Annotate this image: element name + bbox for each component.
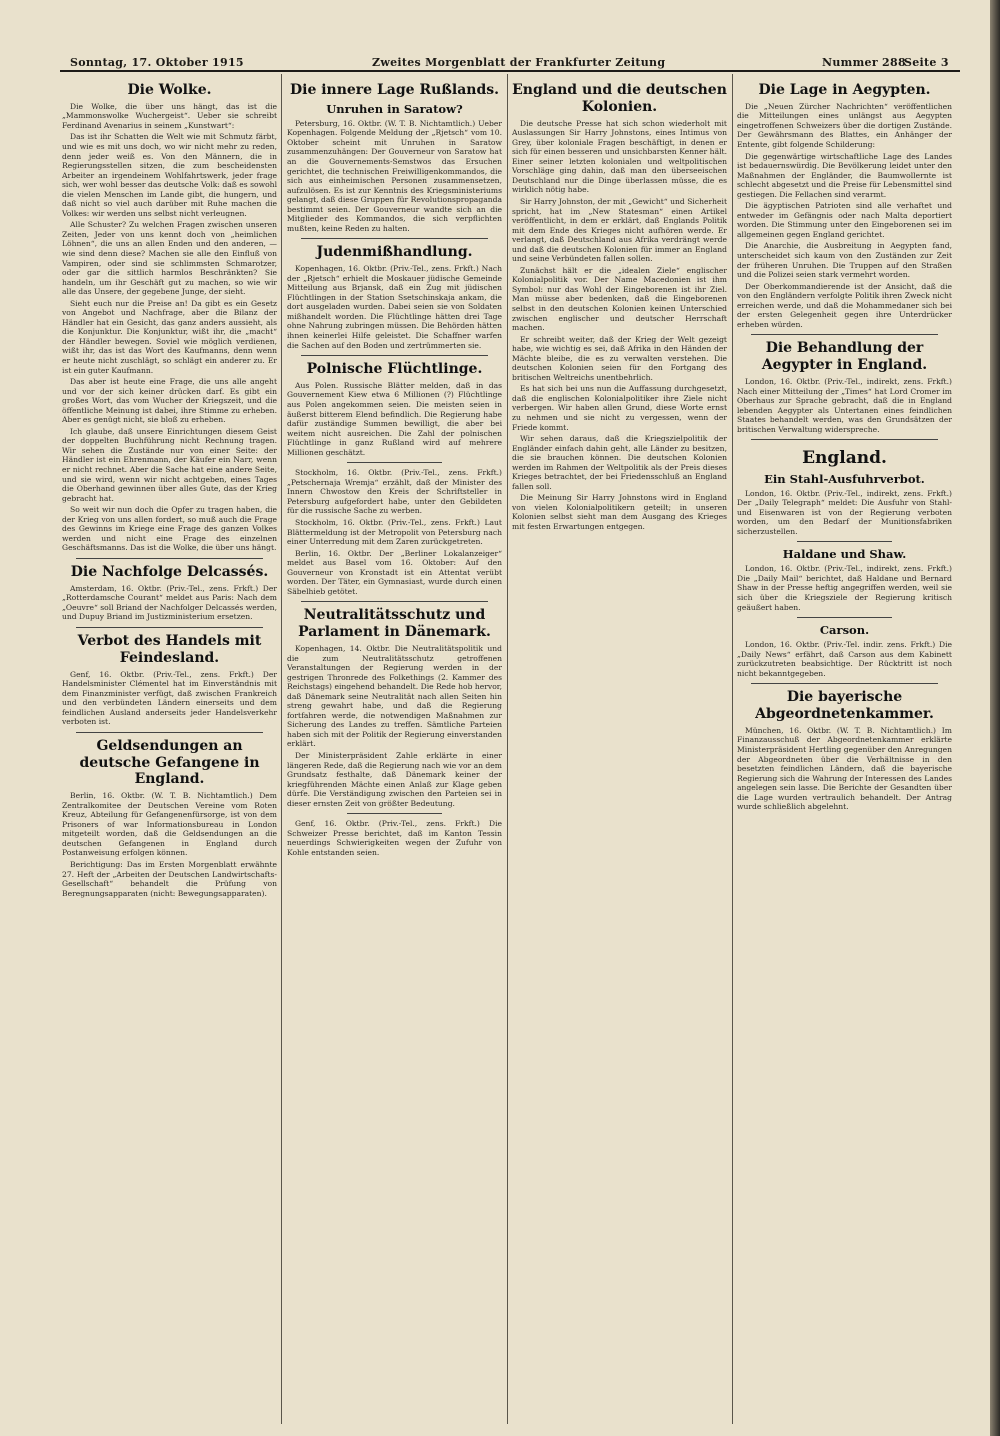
article-paragraph: Die gegenwärtige wirtschaftliche Lage des Landes ist bedauernswürdig. Die Bevölkerung leidet unter den Maßnahmen der Engländer, die Baumwollernte ist schlecht abgesetzt und die Preise für Lebensmittel sind gestiegen. Die Fellachen sind verarmt.: [737, 151, 952, 199]
article-paragraph: Die deutsche Presse hat sich schon wiederholt mit Auslassungen Sir Harry Johnstons, eines Intimus von Grey, über koloniale Fragen beschäftigt, in denen er sich für einen besseren und unsichbarsten Kenner hält. Einer seiner letzten kolonialen und weltpolitischen Vorschläge ging dahin, daß man den überseeischen Deutschland nur die Dinge überlassen müsse, die es wirklich nötig habe.: [512, 118, 727, 195]
column-divider: [507, 74, 508, 1424]
article-paragraph: Es hat sich bei uns nun die Auffassung durchgesetzt, daß die englischen Kolonialpolitiker ihre Ziele nicht verbergen. Wir haben allen Grund, diese Worte ernst zu nehmen und sie nicht zu vergessen, wenn der Friede kommt.: [512, 384, 727, 432]
article-paragraph: Berichtigung: Das im Ersten Morgenblatt erwähnte 27. Heft der „Arbeiten der Deutschen Landwirtschafts-Gesellschaft“ behandelt die Prüfung von Beregnungsapparaten (nicht: Bewegungsapparaten).: [62, 860, 277, 898]
article: [737, 82, 952, 329]
article-separator: [347, 462, 442, 463]
article-headline: Neutralitätsschutz und Parlament in Dänemark.: [298, 607, 491, 641]
article-separator: [751, 334, 938, 335]
article-paragraph: Aus Polen. Russische Blätter melden, daß in das Gouvernement Kiew etwa 6 Millionen (?) Flüchtlinge aus Polen angekommen seien. Die meisten seien in äußerst bitterem Elend befindlich. Die Regierung habe dafür zuständige Summen bewilligt, die aber bei weitem nicht ausreichen. Die Zahl der polnischen Flüchtlinge in ganz Rußland wird auf mehrere Millionen geschätzt.: [287, 380, 502, 457]
article: [62, 564, 277, 622]
column-divider: [281, 74, 282, 1424]
article-headline: Verbot des Handels mit Feindesland.: [77, 632, 262, 666]
article-subheadline: Haldane und Shaw.: [782, 547, 907, 562]
article-separator: [797, 541, 892, 542]
article: [737, 689, 952, 812]
column-4: [737, 78, 952, 1416]
article-paragraph: London, 16. Oktbr. (Priv.-Tel., indirekt, zens. Frkft.) Die „Daily Mail“ berichtet, daß Haldane und Bernard Shaw in der Presse heftig angegriffen werden, weil sie sich über die Kriegsziele der Regierung kritisch geäußert haben.: [737, 564, 952, 612]
article-headline: Die bayerische Abgeordnetenkammer.: [755, 689, 934, 723]
article-paragraph: Der Ministerpräsident Zahle erklärte in einer längeren Rede, daß die Regierung nach wie vor an dem Grundsatz festhalte, daß Dänemark keiner der kriegführenden Mächte einen Anlaß zur Klage geben dürfe. Die Verständigung zwischen den Parteien sei in dieser ernsten Zeit von größter Bedeutung.: [287, 750, 502, 808]
article-separator: [301, 601, 488, 602]
page-binding-shadow: [990, 0, 1000, 1436]
issue-date: Sonntag, 17. Oktober 1915: [70, 56, 244, 69]
article-paragraph: Das aber ist heute eine Frage, die uns alle angeht und vor der sich keiner drücken darf. Es gibt ein großes Wort, das vom Wucher der Kriegszeit, und die öffentliche Meinung ist dabei, ihre Stimme zu erheben. Aber es genügt nicht, sie bloß zu erheben.: [62, 377, 277, 425]
article-paragraph: London, 16. Oktbr. (Priv.-Tel. indir. zens. Frkft.) Die „Daily News“ erfährt, daß Carson aus dem Kabinett zurückzutreten beabsichtige. Der Rücktritt ist noch nicht bekanntgegeben.: [737, 640, 952, 678]
article-paragraph: Stockholm, 16. Oktbr. (Priv.-Tel., zens. Frkft.) Laut Blättermeldung ist der Metropolit von Petersburg nach einer Unterredung mit dem Zaren zurückgetreten.: [287, 517, 502, 547]
article-subheadline: Carson.: [819, 623, 870, 638]
article: [287, 607, 502, 808]
article-separator: [301, 238, 488, 239]
article-paragraph: Die Anarchie, die Ausbreitung in Aegypten fand, unterscheidet sich kaum von den Zuständen zur Zeit der früheren Unruhen. Die Truppen auf den Straßen und die Polizei seien stark vermehrt worden.: [737, 241, 952, 280]
article-paragraph: London, 16. Oktbr. (Priv.-Tel., indirekt, zens. Frkft.) Nach einer Mitteilung der „Times“ hat Lord Cromer im Oberhaus zur Sprache gebracht, daß die in England lebenden Aegypter als Untertanen eines feindlichen Staates behandelt werden, was den Grundsätzen der britischen Verwaltung widerspreche.: [737, 376, 952, 434]
column-2: [287, 78, 502, 1416]
article-paragraph: Genf, 16. Oktbr. (Priv.-Tel., zens. Frkft.) Der Handelsminister Clémentel hat im Einverständnis mit dem Finanzminister verfügt, daß zwischen Frankreich und den verbündeten Ländern einerseits und dem feindlichen Ausland anderseits jeder Handelsverkehr verboten ist.: [62, 669, 277, 727]
article-headline: Die Nachfolge Delcassés.: [70, 563, 269, 580]
article-paragraph: Sieht euch nur die Preise an! Da gibt es ein Gesetz von Angebot und Nachfrage, aber die Bilanz der Händler hat ein Gesicht, das ganz anders aussieht, als die Konjunktur. Die Konjunktur, wißt ihr, die „macht“ der Händler bewegen. Soviel wie möglich verdienen, wißt ihr, das ist das Wort des Kaufmanns, denn wenn er heute nicht zuschlägt, so schlägt ein anderer zu. Er ist ein guter Kaufmann.: [62, 298, 277, 375]
masthead: Zweites Morgenblatt der Frankfurter Zeitung: [372, 56, 666, 69]
article-paragraph: Sir Harry Johnston, der mit „Gewicht“ und Sicherheit spricht, hat im „New Statesman“ einen Artikel veröffentlicht, in dem er erklärt, daß Englands Politik mit dem Ende des Krieges nicht aufhören werde. Er verlangt, daß Deutschland aus Afrika verdrängt werde und daß die deutschen Kolonien für immer an England und seine Verbündeten fallen sollen.: [512, 196, 727, 264]
article-paragraph: Die ägyptischen Patrioten sind alle verhaftet und entweder im Gefängnis oder nach Malta deportiert worden. Die Stimmung unter den Eingeborenen sei im allgemeinen gegen England gerichtet.: [737, 201, 952, 239]
article-separator: [797, 617, 892, 618]
article: [287, 82, 502, 233]
header-rule: [60, 70, 960, 72]
article-headline: England und die deutschen Kolonien.: [512, 82, 727, 115]
article-paragraph: Stockholm, 16. Oktbr. (Priv.-Tel., zens. Frkft.) „Petschernaja Wremja“ erzählt, daß der Minister des Innern Chwostow den Kreis der Schriftsteller in Petersburg aufgefordert habe, unter den Gebildeten für die russische Sache zu werben.: [287, 468, 502, 516]
article-paragraph: Alle Schuster? Zu welchen Fragen zwischen unseren Zeiten, Jeder von uns kennt doch von „heimlichen Löhnen“, die uns an allen Enden und den anderen, — wie sind denn diese? Machen sie alle den Einfluß von Vampiren, oder sind sie schlimmsten Schmarotzer, oder gar die sittlich harmlos Beschränkten? Sie handeln, um ihr Geschäft gut zu machen, so wie wir alle das Unsere, der gegebene Junge, der sieht.: [62, 220, 277, 297]
article-separator: [76, 627, 263, 628]
article-subheadline: Ein Stahl-Ausfuhrverbot.: [764, 471, 925, 486]
column-1: [62, 78, 277, 1416]
article-headline: Geldsendungen an deutsche Gefangene in England.: [79, 737, 260, 788]
column-3: [512, 78, 727, 1416]
article-headline: Die innere Lage Rußlands.: [289, 82, 500, 98]
article-headline: Die Behandlung der Aegypter in England.: [761, 340, 928, 374]
article: [737, 547, 952, 612]
article-paragraph: Berlin, 16. Oktbr. Der „Berliner Lokalanzeiger“ meldet aus Basel vom 16. Oktober: Auf den Gouverneur von Kronstadt ist ein Attentat verübt worden. Der Täter, ein Gymnasiast, wurde durch einen Säbelhieb getötet.: [287, 548, 502, 596]
article-paragraph: Die „Neuen Zürcher Nachrichten“ veröffentlichen die Mitteilungen eines unlängst aus Aegypten eingetroffenen Schweizers über die dortigen Zustände. Der Gewährsmann des Blattes, ein Anhänger der Entente, gibt folgende Schilderung:: [737, 101, 952, 149]
article-paragraph: Ich glaube, daß unsere Einrichtungen diesem Geist der doppelten Buchführung nicht Rechnung tragen. Wir sehen die Zustände nur von einer Seite: der Händler ist ein Ehrenmann, der Käufer ein Narr, wenn er nicht rechnet. Aber die Sache hat eine andere Seite, und sie wird, wenn wir nicht achtgeben, eines Tages die Oberhand gewinnen über alles Gute, das der Krieg gebracht hat.: [62, 426, 277, 503]
article: [62, 738, 277, 898]
article-subheadline: Unruhen in Saratow?: [326, 101, 463, 116]
article-paragraph: Amsterdam, 16. Oktbr. (Priv.-Tel., zens. Frkft.) Der „Rotterdamsche Courant“ meldet aus Paris: Nach dem „Oeuvre“ soll Briand der Nachfolger Delcassés werden, und Dupuy Briand im Justizministerium ersetzen.: [62, 583, 277, 622]
article-separator: [347, 813, 442, 814]
article-paragraph: Kopenhagen, 14. Oktbr. Die Neutralitätspolitik und die zum Neutralitätsschutz getroffenen Veranstaltungen der Regierung werden in der gestrigen Thronrede des Folkethings (2. Kammer des Reichstags) eingehend behandelt. Die Rede hob hervor, daß Dänemark seine Neutralität nach allen Seiten hin streng gewahrt habe, und daß die Regierung fortfahren werde, die notwendigen Maßnahmen zur Sicherung des Landes zu treffen. Sämtliche Parteien haben sich mit der Politik der Regierung einverstanden erklärt.: [287, 643, 502, 749]
article-paragraph: Zunächst hält er die „idealen Ziele“ englischer Kolonialpolitik vor. Der Name Macedonien ist ihm Symbol: nur das Wohl der Eingeborenen ist ihr Ziel. Man müsse aber bedenken, daß die Eingeborenen selbst in den deutschen Kolonien keinen Unterschied zwischen englischer und deutscher Herrschaft machen.: [512, 265, 727, 333]
article-headline: Judenmißhandlung.: [316, 244, 473, 261]
article: [737, 448, 952, 536]
article: [737, 340, 952, 434]
article-paragraph: Die Meinung Sir Harry Johnstons wird in England von vielen Kolonialpolitikern geteilt; in unseren Kolonien selbst sieht man dem Ausgang des Krieges mit festen Erwartungen entgegen.: [512, 493, 727, 532]
article-separator: [76, 558, 263, 559]
article-paragraph: Der Oberkommandierende ist der Ansicht, daß die von den Engländern verfolgte Politik ihren Zweck nicht erreichen werde, und daß die Mohammedaner sich bei der ersten Gelegenheit gegen ihre Unterdrücker erheben würden.: [737, 281, 952, 329]
page-number: Seite 3: [904, 56, 949, 69]
article-paragraph: Kopenhagen, 16. Oktbr. (Priv.-Tel., zens. Frkft.) Nach der „Rjetsch“ erhielt die Moskauer jüdische Gemeinde Mitteilung aus Brjansk, daß ein Zug mit jüdischen Flüchtlingen in der Station Ssetschinskaja ankam, die dort ausgeladen wurden. Dabei seien sie von Soldaten mißhandelt worden. Die Flüchtlinge hätten drei Tage ohne Nahrung zubringen müssen. Die Behörden hätten ihnen keinerlei Hilfe geleistet. Die Schaffner warfen die Sachen auf den Boden und zertrümmerten sie.: [287, 264, 502, 350]
article: [62, 633, 277, 727]
article: [287, 244, 502, 350]
article-paragraph: Die Wolke, die über uns hängt, das ist die „Mammonswolke Wuchergeist“. Ueber sie schreibt Ferdinand Avenarius in seinem „Kunstwart“:: [62, 101, 277, 130]
article-separator: [76, 732, 263, 733]
article-paragraph: Genf, 16. Oktbr. (Priv.-Tel., zens. Frkft.) Die Schweizer Presse berichtet, daß im Kanton Tessin neuerdings Schwierigkeiten wegen der Zufuhr von Kohle entstanden seien.: [287, 819, 502, 857]
article: [62, 82, 277, 553]
article-paragraph: Das ist ihr Schatten die Welt wie mit Schmutz färbt, und wie es mit uns doch, wo wir nicht mehr zu reden, denn jeder weiß es. Von den Männern, die in Regierungsstellen sitzen, die zum bescheidensten Arbeiter an irgendeinem Wohlfahrtswerk, jeder frage sich, wer wohl besser das deutsche Volk: daß es sowohl die vielen Menschen im Lande gibt, die hungern, und daß nicht so viel auch darüber mit Ruhe machen die Volkes: wir werden uns selbst nicht verleugnen.: [62, 132, 277, 218]
article: [287, 361, 502, 457]
article-headline: Polnische Flüchtlinge.: [306, 361, 483, 378]
article-headline: England.: [802, 448, 887, 469]
column-divider: [732, 74, 733, 1424]
article-paragraph: London, 16. Oktbr. (Priv.-Tel., indirekt, zens. Frkft.) Der „Daily Telegraph“ meldet: Die Ausfuhr von Stahl- und Eisenwaren ist von der Regierung verboten worden, um den Bedarf der Munitionsfabriken sicherzustellen.: [737, 488, 952, 536]
article-separator: [751, 683, 938, 684]
article-paragraph: Er schreibt weiter, daß der Krieg der Welt gezeigt habe, wie wichtig es sei, daß Afrika in den Händen der Mächte bleibe, die es zu verwalten verstehen. Die deutschen Kolonien seien für den Fortgang des britischen Weltreichs unentbehrlich.: [512, 334, 727, 382]
article-headline: Die Wolke.: [127, 82, 212, 98]
article-separator: [751, 439, 938, 440]
issue-number: Nummer 288: [822, 56, 906, 69]
article: [737, 623, 952, 678]
article: [287, 819, 502, 857]
article-paragraph: Petersburg, 16. Oktbr. (W. T. B. Nichtamtlich.) Ueber Kopenhagen. Folgende Meldung der „Rjetsch“ vom 10. Oktober scheint mit Unruhen in Saratow zusammenzuhängen: Der Gouverneur von Saratow hat an die Gouvernements-Semstwos das Ersuchen gerichtet, die technischen Freiwilligenkommandos, die sich aus einheimischen Personen zusammensetzen, aufzulösen. Es ist zur Kenntnis des Kriegsministeriums gelangt, daß diese Gruppen für Revolutionspropaganda bestimmt seien. Der Gouverneur wandte sich an die Mitglieder des Kommandos, die sich verpflichten mußten, keine Reden zu halten.: [287, 118, 502, 233]
article-separator: [301, 355, 488, 356]
article: [287, 468, 502, 596]
article-paragraph: Wir sehen daraus, daß die Kriegszielpolitik der Engländer einfach dahin geht, alle Länder zu besitzen, die sie brauchen können. Die deutschen Kolonien werden im Rahmen der Weltpolitik als der Preis dieses Krieges betrachtet, der bei Friedensschluß an England fallen soll.: [512, 434, 727, 491]
article-paragraph: So weit wir nun doch die Opfer zu tragen haben, die der Krieg von uns allen fordert, so muß auch die Frage des Gewinns im Kriege eine Frage des ganzen Volkes werden und nicht eine Frage des einzelnen Geschäftsmanns. Das ist die Wolke, die über uns hängt.: [62, 505, 277, 553]
article-paragraph: München, 16. Oktbr. (W. T. B. Nichtamtlich.) Im Finanzausschuß der Abgeordnetenkammer erklärte Ministerpräsident Hertling gegenüber den Anregungen der Abgeordneten über die Verhältnisse in den besetzten feindlichen Ländern, daß die bayerische Regierung sich die Wahrung der Interessen des Landes angelegen sein lasse. Die Berichte der Gesandten über die Lage wurden vertraulich behandelt. Der Antrag wurde schließlich abgelehnt.: [737, 725, 952, 812]
article-paragraph: Berlin, 16. Oktbr. (W. T. B. Nichtamtlich.) Dem Zentralkomitee der Deutschen Vereine vom Roten Kreuz, Abteilung für Gefangenenfürsorge, ist von dem Prisoners of war Informationsbureau in London mitgeteilt worden, daß die Geldsendungen an die deutschen Gefangenen in England durch Postanweisung erfolgen können.: [62, 791, 277, 858]
article: [512, 82, 727, 532]
article-headline: Die Lage in Aegypten.: [758, 82, 931, 98]
